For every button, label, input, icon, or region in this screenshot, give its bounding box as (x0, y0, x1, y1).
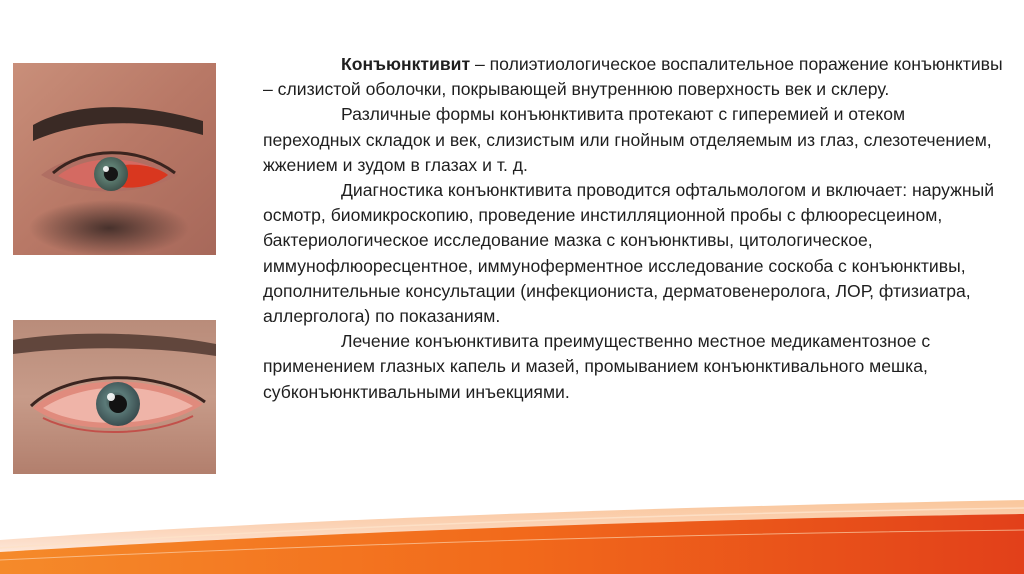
definition-paragraph (263, 52, 1003, 102)
symptoms-paragraph: Различные формы конъюнктивита протекают с гиперемией и отеком переходных складок и век, слизистым или гнойным отделяемым из глаз, слезотечением, жжением и зудом в глазах и т. д. (263, 104, 992, 175)
term: Конъюнктивит (341, 54, 471, 74)
decorative-waves (0, 500, 1024, 574)
definition-text: – полиэтиологическое воспалительное поражение конъюнктивы – слизистой оболочки, покрывающей внутреннюю поверхность век и склеру. (263, 54, 1003, 100)
description-text (263, 52, 1003, 405)
eye-photo-bottom (13, 320, 216, 474)
treatment-paragraph: Лечение конъюнктивита преимущественно местное медикаментозное с применением глазных капель и мазей, промыванием конъюнктивального мешка, субконъюнктивальными инъекциями. (263, 331, 931, 402)
diagnostics-paragraph: Диагностика конъюнктивита проводится офтальмологом и включает: наружный осмотр, биомикроскопию, проведение инстилляционной пробы с флюоресцеином, бактериологическое исследование мазка с конъюнктивы, цитологическое, иммунофлюоресцентное, иммуноферментное исследование соскоба с конъюнктивы, дополнительные консультации (инфекциониста, дерматовенеролога, ЛОР, фтизиатра, аллерголога) по показаниям. (263, 180, 995, 327)
eye-photo-top (13, 63, 216, 255)
